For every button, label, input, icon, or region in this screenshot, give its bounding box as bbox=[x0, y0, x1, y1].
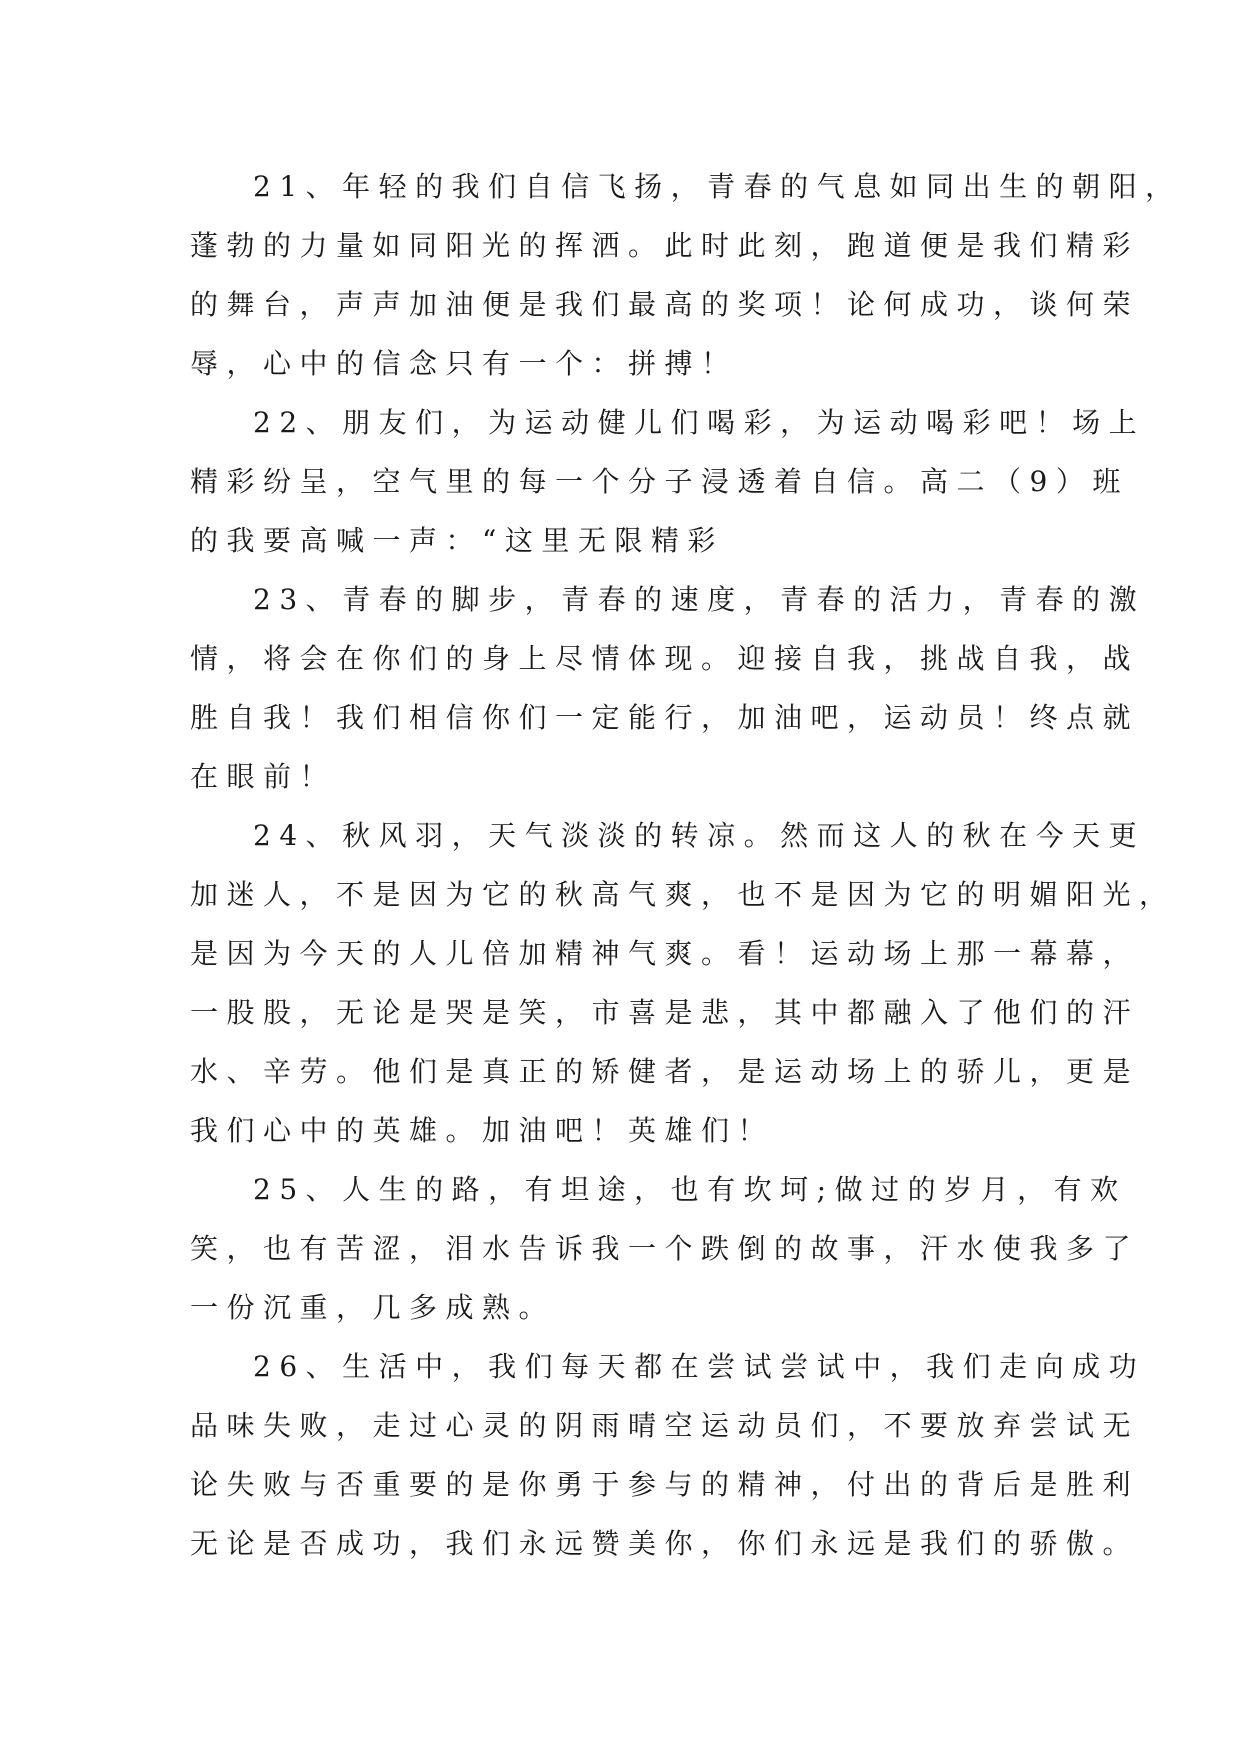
text-line: 笑，也有苦涩，泪水告诉我一个跌倒的故事，汗水使我多了 bbox=[190, 1232, 1140, 1265]
text-line: 无论是否成功，我们永远赞美你，你们永远是我们的骄傲。 bbox=[190, 1527, 1140, 1560]
text-line: 水、辛劳。他们是真正的矫健者，是运动场上的骄儿，更是 bbox=[190, 1055, 1140, 1088]
text-line: 加迷人，不是因为它的秋高气爽，也不是因为它的明媚阳光， bbox=[190, 878, 1176, 911]
text-line: 我们心中的英雄。加油吧！英雄们！ bbox=[190, 1114, 775, 1147]
text-line: 24、秋风羽，天气淡淡的转凉。然而这人的秋在今天更 bbox=[253, 819, 1146, 852]
paragraph-26 bbox=[190, 1337, 1146, 1573]
text-line: 的我要高喊一声：“这里无限精彩 bbox=[190, 524, 724, 557]
text-line: 一股股，无论是哭是笑，市喜是悲，其中都融入了他们的汗 bbox=[190, 996, 1140, 1029]
text-line: 的舞台，声声加油便是我们最高的奖项！论何成功，谈何荣 bbox=[190, 288, 1140, 321]
text-line: 胜自我！我们相信你们一定能行，加油吧，运动员！终点就 bbox=[190, 701, 1140, 734]
paragraph-21 bbox=[190, 157, 1182, 393]
text-line: 论失败与否重要的是你勇于参与的精神，付出的背后是胜利 bbox=[190, 1468, 1140, 1501]
text-line: 一份沉重，几多成熟。 bbox=[190, 1291, 556, 1324]
text-line: 是因为今天的人儿倍加精神气爽。看！运动场上那一幕幕， bbox=[190, 937, 1140, 970]
text-line: 精彩纷呈，空气里的每一个分子浸透着自信。高二（9）班 bbox=[190, 465, 1129, 498]
document-body bbox=[190, 157, 1182, 1573]
paragraph-23 bbox=[190, 570, 1146, 806]
text-line: 23、青春的脚步，青春的速度，青春的活力，青春的激 bbox=[253, 583, 1146, 616]
text-line: 辱，心中的信念只有一个：拼搏！ bbox=[190, 347, 738, 380]
text-line: 蓬勃的力量如同阳光的挥洒。此时此刻，跑道便是我们精彩 bbox=[190, 229, 1140, 262]
text-line: 25、人生的路，有坦途，也有坎坷;做过的岁月，有欢 bbox=[253, 1173, 1127, 1206]
text-line: 品味失败，走过心灵的阴雨晴空运动员们，不要放弃尝试无 bbox=[190, 1409, 1140, 1442]
text-line: 情，将会在你们的身上尽情体现。迎接自我，挑战自我，战 bbox=[190, 642, 1140, 675]
paragraph-25 bbox=[190, 1160, 1140, 1337]
text-line: 21、年轻的我们自信飞扬，青春的气息如同出生的朝阳， bbox=[253, 170, 1182, 203]
paragraph-22 bbox=[190, 393, 1146, 570]
text-line: 在眼前！ bbox=[190, 760, 337, 793]
text-line: 26、生活中，我们每天都在尝试尝试中，我们走向成功 bbox=[253, 1350, 1146, 1383]
paragraph-24 bbox=[190, 806, 1176, 1160]
text-line: 22、朋友们，为运动健儿们喝彩，为运动喝彩吧！场上 bbox=[253, 406, 1146, 439]
